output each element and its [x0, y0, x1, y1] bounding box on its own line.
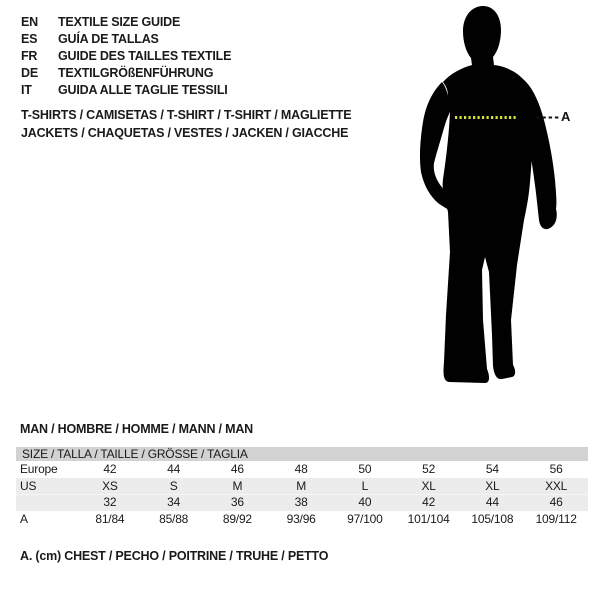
language-list [21, 14, 231, 99]
size-cell: M [296, 478, 307, 493]
table-row-numeric [16, 494, 588, 511]
size-cell: XXL [545, 478, 568, 493]
size-cell: 85/88 [159, 511, 189, 526]
row-label: A [20, 511, 28, 526]
row-label [16, 494, 78, 511]
language-code: DE [21, 66, 38, 80]
measure-label-a: A [561, 109, 571, 124]
table-row-europe [16, 461, 588, 478]
garment-categories [21, 107, 351, 142]
size-cell: 32 [103, 495, 117, 509]
language-label: GUIDE DES TAILLES TEXTILE [58, 49, 232, 63]
size-cell: 52 [422, 462, 436, 476]
size-cell: 81/84 [95, 511, 125, 526]
size-cell: 34 [167, 495, 181, 509]
language-row [21, 14, 231, 31]
size-cell: 46 [230, 462, 244, 476]
table-row-chest-a [16, 511, 588, 528]
size-cell: 97/100 [347, 511, 383, 526]
size-cell: 56 [549, 462, 563, 476]
size-cell: XL [421, 478, 436, 493]
size-cell: 42 [103, 462, 117, 476]
row-label: Europe [20, 462, 58, 476]
size-cell: 48 [294, 462, 308, 476]
measurement-footnote: A. (cm) CHEST / PECHO / POITRINE / TRUHE / PETTO [20, 549, 329, 563]
size-cell: 93/96 [286, 511, 316, 526]
size-cell: S [169, 478, 178, 493]
size-cell: L [361, 478, 369, 493]
size-table [16, 447, 588, 527]
size-cell: M [232, 478, 243, 493]
language-code: ES [21, 32, 38, 46]
size-cell: 54 [485, 462, 499, 476]
language-row [21, 65, 231, 82]
size-cell: 40 [358, 495, 372, 509]
man-silhouette [400, 0, 600, 400]
language-row [21, 31, 231, 48]
category-line-jackets: JACKETS / CHAQUETAS / VESTES / JACKEN / GIACCHE [21, 125, 349, 140]
size-cell: 42 [422, 495, 436, 509]
language-row [21, 48, 231, 65]
language-row [21, 82, 231, 99]
size-cell: XL [485, 478, 500, 493]
row-label: US [20, 478, 37, 493]
man-body-shape [443, 6, 533, 383]
size-cell: 44 [167, 462, 181, 476]
language-label: TEXTILGRÖßENFÜHRUNG [58, 66, 214, 80]
language-code: FR [21, 49, 38, 63]
category-line-tshirts: T-SHIRTS / CAMISETAS / T-SHIRT / T-SHIRT / MAGLIETTE [21, 108, 352, 122]
language-code: IT [21, 83, 32, 97]
section-title-man: MAN / HOMBRE / HOMME / MANN / MAN [20, 422, 253, 436]
language-label: GUIDA ALLE TAGLIE TESSILI [58, 83, 228, 97]
size-cell: 36 [230, 495, 244, 509]
size-cell: 101/104 [407, 511, 450, 526]
size-cell: 46 [549, 495, 563, 509]
language-code: EN [21, 15, 38, 29]
size-cell: 89/92 [222, 511, 252, 526]
language-label: TEXTILE SIZE GUIDE [58, 15, 181, 29]
table-row-us [16, 478, 588, 495]
size-cell: 38 [294, 495, 308, 509]
size-table-header: SIZE / TALLA / TAILLE / GRÖSSE / TAGLIA [16, 447, 588, 461]
size-cell: XS [102, 478, 118, 493]
size-cell: 44 [485, 495, 499, 509]
size-cell: 109/112 [535, 511, 577, 526]
size-cell: 50 [358, 462, 372, 476]
language-label: GUÍA DE TALLAS [58, 32, 159, 46]
size-cell: 105/108 [471, 511, 514, 526]
